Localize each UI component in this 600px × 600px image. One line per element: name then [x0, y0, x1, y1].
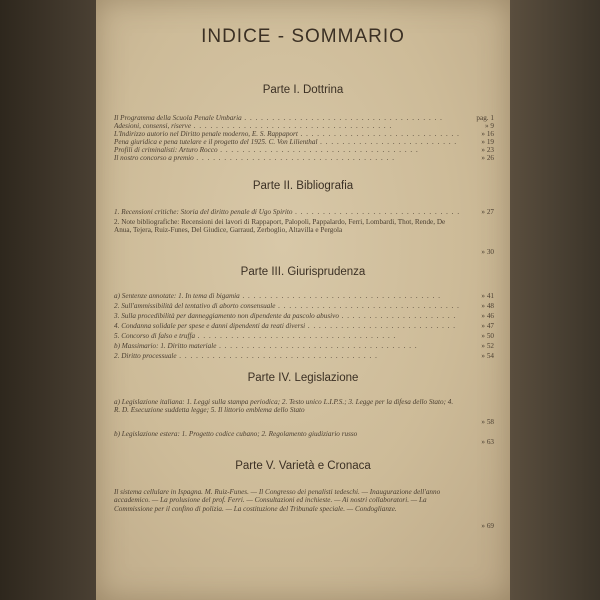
toc-page: » 30 [481, 248, 494, 256]
toc-entry: 1. Recensioni critiche: Storia del diritto penale di Ugo Spirito . . . [114, 208, 459, 216]
toc-entry: 3. Sulla procedibilità per danneggiamento non dipendente da pascolo abusivo . . . [114, 312, 459, 320]
toc-page: » 27 [481, 208, 494, 216]
toc-entry: b) Massimario: 1. Diritto materiale . . . [114, 342, 459, 350]
toc-page: » 23 [481, 146, 494, 154]
toc-page: » 16 [481, 130, 494, 138]
toc-entry: Il nostro concorso a premio . . . [114, 154, 459, 162]
toc-page: pag. 1 [476, 114, 494, 122]
toc-entry: a) Sentenze annotate: 1. In tema di bigamia . . . [114, 292, 459, 300]
toc-page: » 46 [481, 312, 494, 320]
toc-page: » 58 [481, 418, 494, 426]
toc-page: » 41 [481, 292, 494, 300]
part-title-2: Parte II. Bibliografia [252, 180, 354, 192]
background-left [0, 0, 96, 600]
toc-entry: b) Legislazione estera: 1. Progetto codice cubano; 2. Regolamento giudiziario russo [114, 430, 358, 438]
toc-page: » 52 [481, 342, 494, 350]
part-title-1: Parte I. Dottrina [262, 84, 344, 96]
toc-page: » 9 [485, 122, 494, 130]
toc-page: » 63 [481, 438, 494, 446]
part-title-5: Parte V. Varietà e Cronaca [235, 460, 371, 472]
toc-page: » 48 [481, 302, 494, 310]
toc-page: » 54 [481, 352, 494, 360]
page-title: INDICE - SOMMARIO [201, 26, 405, 47]
background-right [510, 0, 600, 600]
toc-page: » 50 [481, 332, 494, 340]
toc-entry: 4. Condanna solidale per spese e danni dipendenti da reati diversi . . . [114, 322, 459, 330]
toc-entry: L'Indirizzo autorio nel Diritto penale moderno, E. S. Rappaport . . . [114, 130, 459, 138]
toc-entry: 2. Sull'ammissibilità del tentativo di aborto consensuale . . . [114, 302, 459, 310]
toc-entry: Il Programma della Scuola Penale Umbaria . . . [114, 114, 459, 122]
toc-page: » 69 [481, 522, 494, 530]
toc-entry: 2. Diritto processuale . . . [114, 352, 459, 360]
toc-entry: Profili di criminalisti: Arturo Rocco . . . [114, 146, 459, 154]
toc-entry: 5. Concorso di falso e truffa . . . [114, 332, 459, 340]
part-title-4: Parte IV. Legislazione [247, 372, 359, 384]
toc-entry: a) Legislazione italiana: 1. Leggi sulla stampa periodica; 2. Testo unico L.I.P.S.; 3. Legge per la difesa dello Stato; 4. R. D. Esecuzione suddetta legge; 5. Il littorio emblema dello Stato [114, 398, 454, 415]
toc-page: » 19 [481, 138, 494, 146]
toc-entry: Adesioni, consensi, riserve . . . [114, 122, 459, 130]
part-title-3: Parte III. Giurisprudenza [240, 266, 366, 278]
toc-entry: Il sistema cellulare in Ispagna. M. Ruiz-Funes. — Il Congresso dei penalisti tedeschi. — Inaugurazione dell'anno accademico. — La prolusione del prof. Ferri. — Consultazioni ed inchieste. — Ai nostri collaboratori. — La Commissione per il confino di polizia. — La costituzione del Tribunale speciale. — Condoglianze. [114, 488, 441, 513]
toc-entry: Pena giuridica e pena tutelare e il progetto del 1925. C. Von Lilienthal . . . [114, 138, 459, 146]
toc-page: » 26 [481, 154, 494, 162]
toc-entry: 2. Note bibliografiche: Recensioni dei lavori di Rappaport, Palopoli, Pappalardo, Ferri, Lombardi, Thot, Rende, De Anua, Tejera, Ruiz-Funes, Del Giudice, Garraud, Zerboglio, Altavilla e Pergola [114, 218, 446, 235]
document-page [96, 0, 510, 600]
toc-page: » 47 [481, 322, 494, 330]
